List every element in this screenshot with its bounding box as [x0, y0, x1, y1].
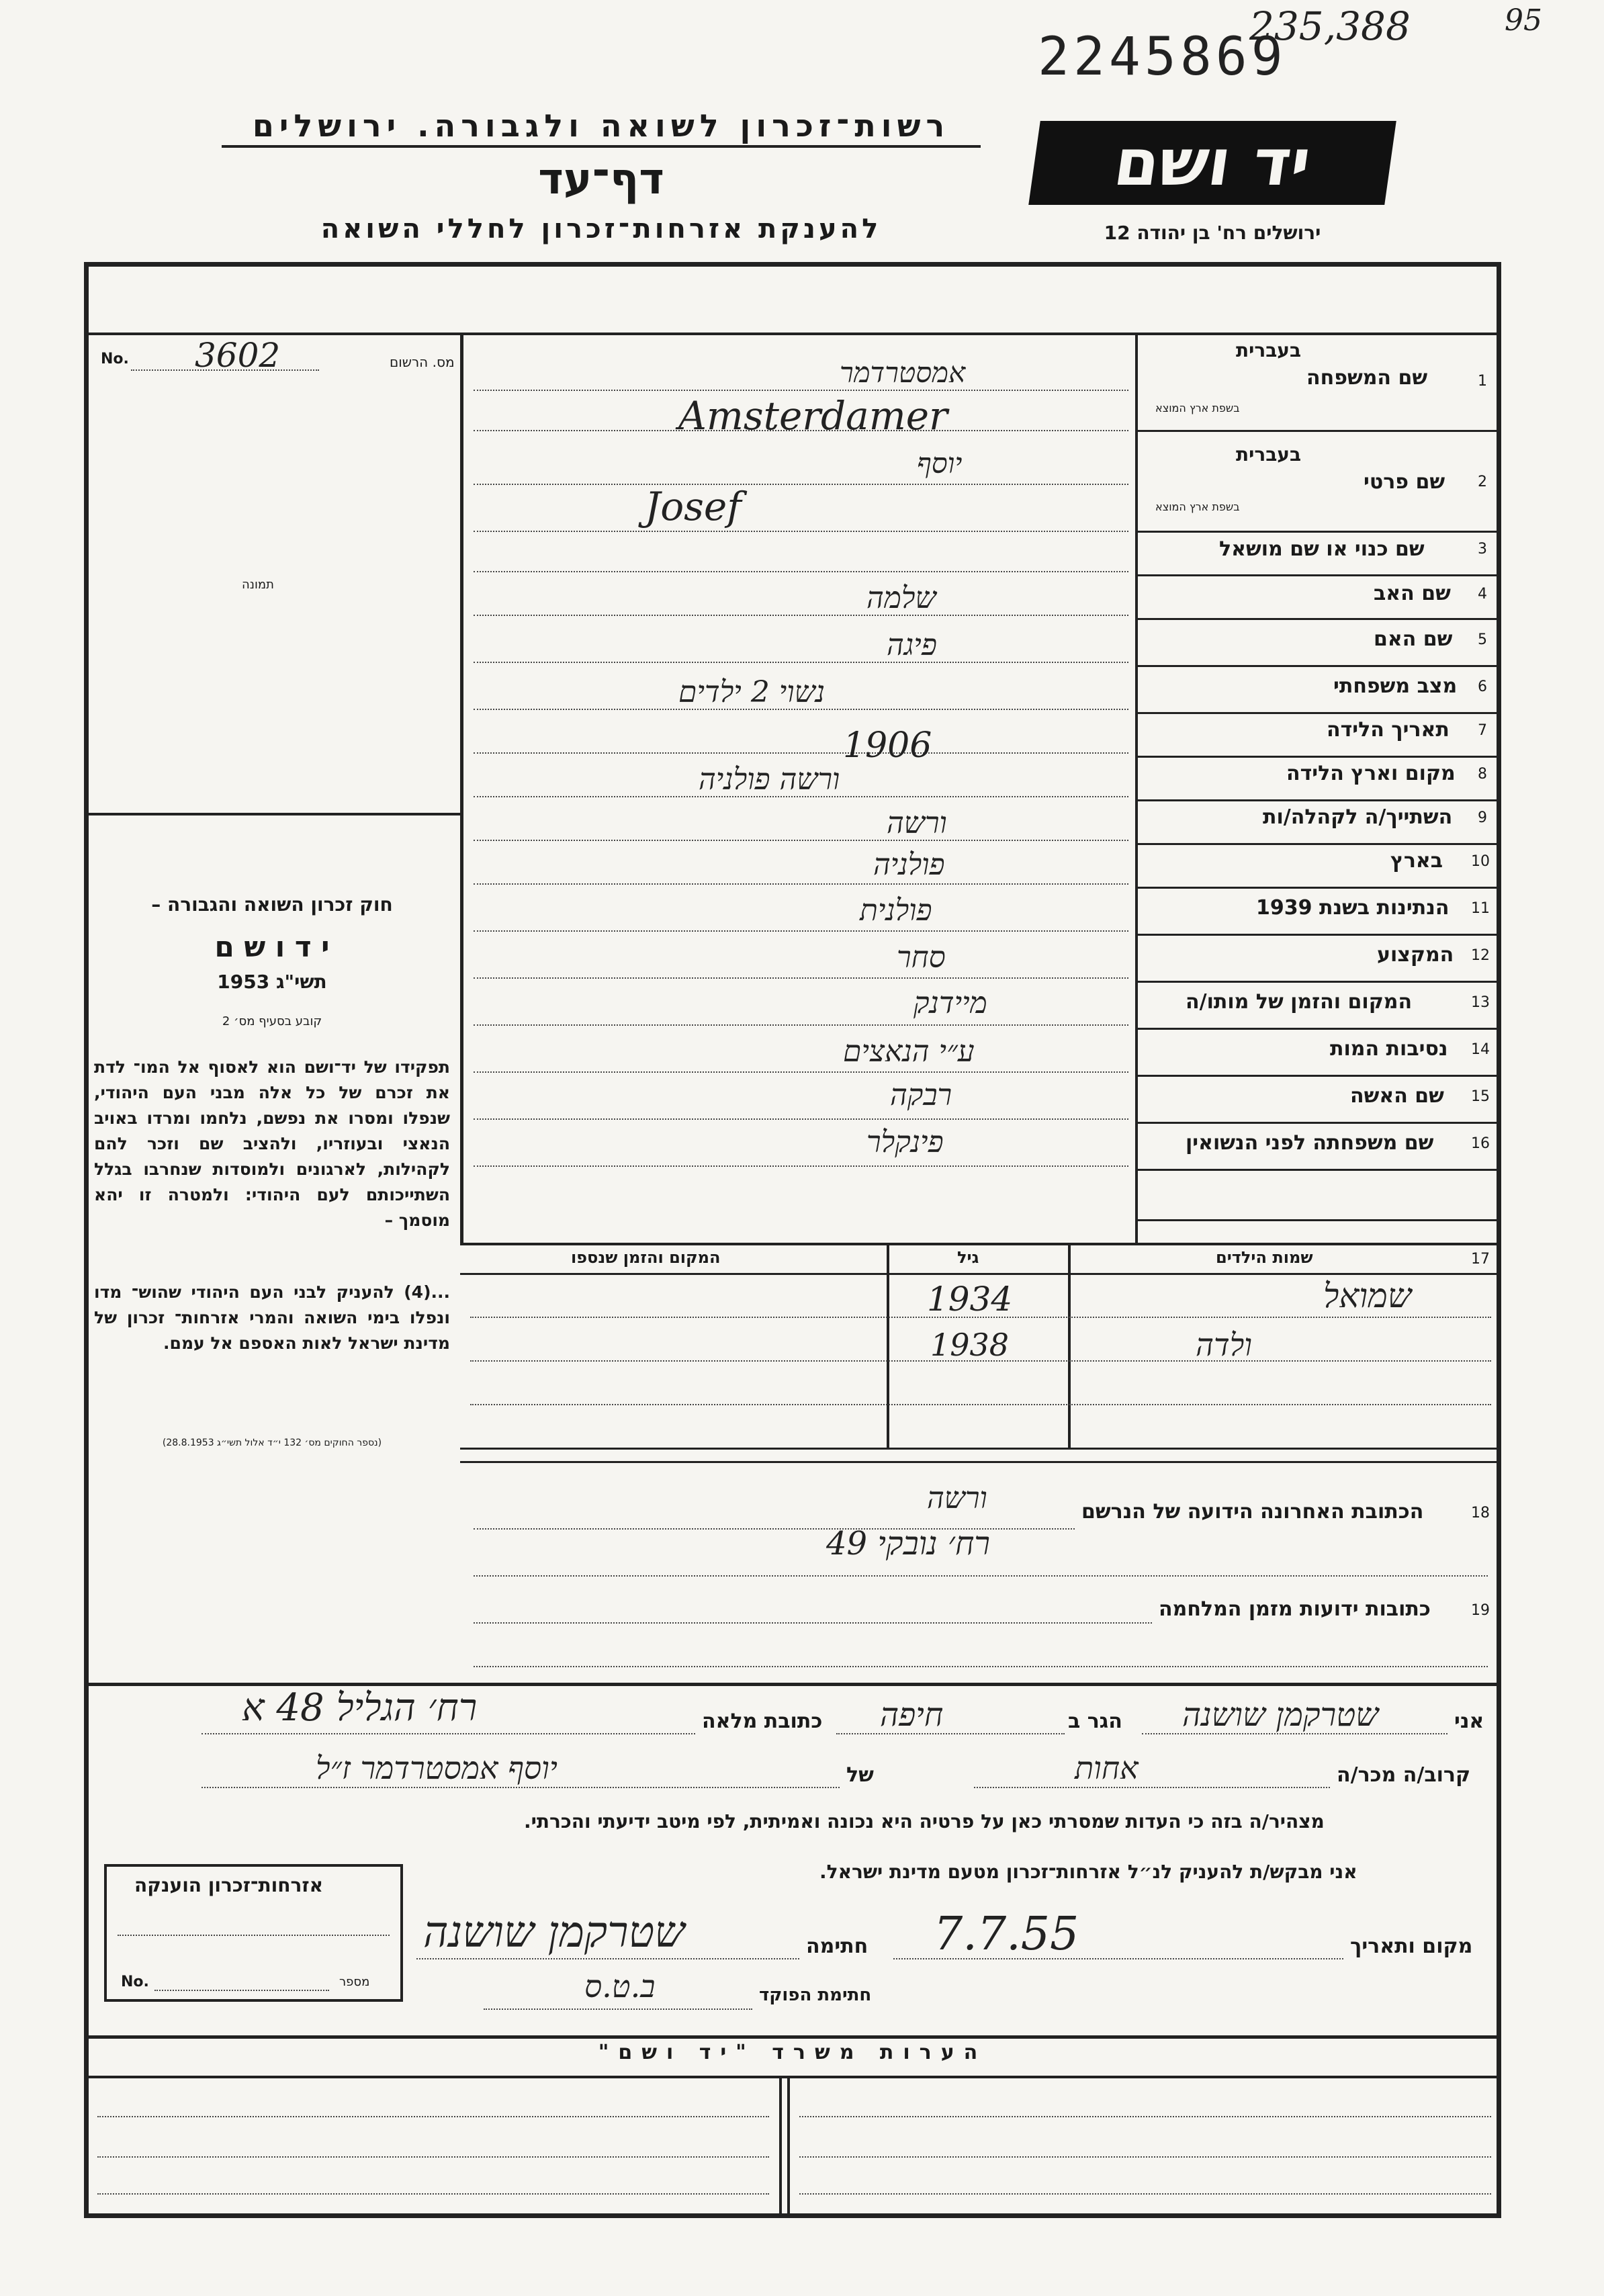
signature-value: שטרקמן שושנה [423, 1908, 685, 1957]
field-18-number: 18 [1471, 1505, 1490, 1521]
children-header-names: שמות הילדים [1216, 1248, 1313, 1267]
field-1-value: אמסטרדמר [840, 356, 966, 389]
authority-line: רשות־זכרון לשואה ולגבורה. ירושלים [222, 107, 981, 148]
field-2-sub-origin: בשפת ארץ המוצא [1155, 500, 1240, 513]
field-10-value: פולניה [873, 848, 945, 882]
declaration-statement-1: מצהיר/ה בזה כי העדות שמסרתי כאן על פרטיה היא נכונה ואמיתית, לפי מיטב ידיעתי והכרתי. [524, 1810, 1325, 1833]
child-1-age: 1934 [927, 1280, 1013, 1319]
registration-no-label: No. [101, 351, 129, 367]
field-3-label: שם כנוי או שם מושאל [1219, 537, 1425, 561]
relation-value: אחות [1075, 1750, 1139, 1786]
field-16-value: פינקלר [866, 1125, 944, 1159]
office-notes-title: הערות משרד "יד ושם" [598, 2041, 987, 2064]
form-title: דף־עד [538, 154, 664, 204]
place-date-value: 7.7.55 [934, 1908, 1079, 1961]
yad-vashem-logo: יד ושם [1028, 121, 1396, 205]
field-13-value: מיידנק [914, 986, 987, 1020]
field-4-value: שלמה [866, 581, 936, 615]
field-4-label: שם האב [1374, 582, 1451, 605]
field-16-number: 16 [1471, 1135, 1490, 1152]
field-13-number: 13 [1471, 994, 1490, 1011]
officer-signature-label: חתימת הפוקד [759, 1985, 872, 2005]
field-1-number: 1 [1478, 373, 1487, 390]
resides-city: חיפה [880, 1696, 944, 1734]
form-subtitle: להענקת אזרחות־זכרון לחללי השואה [320, 214, 882, 245]
handwritten-record-number: 235,388 [1249, 3, 1411, 49]
law-paragraph-1: תפקידו של יד־ושם הוא לאסוף אל המו־ לדת את זכרם של כל אלה מבני העם היהודי, שנפלו ומסרו את נפשם, נלחמו ומרדו באויב הנאצי ובעוזריו, ולהציב שם וזכר להם לקהילות, לארגונים ולמוסדות שנחרבו בגלל השתייכותם לעם היהודי: ולמטרה זו יהא מוסמך – [94, 1057, 450, 1230]
citizenship-box-number-label: מספר [339, 1975, 370, 1989]
field-10-number: 10 [1471, 853, 1490, 870]
field-14-label: נסיבות המות [1330, 1037, 1448, 1061]
field-3-number: 3 [1478, 541, 1487, 558]
field-1-label: שם המשפחה [1306, 366, 1428, 390]
field-9-value: ורשה [887, 806, 947, 840]
field-5-label: שם האם [1374, 627, 1453, 651]
field-10-label: בארץ [1390, 849, 1443, 873]
field-19-label: כתובות ידועות מזמן המלחמה [1159, 1597, 1431, 1621]
field-16-label: שם משפחתה לפני הנשואין [1186, 1131, 1434, 1155]
field-7-value: 1906 [843, 725, 932, 766]
child-1-name: שמואל [1323, 1276, 1412, 1315]
field-8-value: ורשה פולניה [699, 762, 840, 797]
field-7-label: תאריך הלידה [1327, 718, 1450, 742]
field-4-number: 4 [1478, 586, 1487, 603]
children-header-age: גיל [957, 1248, 979, 1267]
field-8-number: 8 [1478, 766, 1487, 783]
signature-label: חתימה [806, 1935, 868, 1958]
field-14-value: ע״י הנאצים [843, 1034, 975, 1069]
stamp-number: 2245869 [1038, 27, 1287, 87]
field-5-value: פיגה [887, 628, 937, 662]
law-paragraph-2: ...(4) להעניק לבני העם היהודי שהוש־ מדו ונפלו בימי השואה והמרי אזרחות־ זכרון של מדינת ישראל לאות האספם אל עמם. [94, 1282, 450, 1353]
field-15-label: שם האשה [1350, 1084, 1444, 1108]
field-15-value: רבקה [890, 1078, 952, 1112]
law-title: חוק זכרון השואה והגבורה – [151, 893, 393, 916]
law-year: תשי"ג 1953 [217, 971, 327, 993]
field-8-label: מקום וארץ הלידה [1286, 762, 1456, 785]
child-2-name: ולדה [1196, 1327, 1252, 1363]
field-5-number: 5 [1478, 631, 1487, 648]
of-value: יוסף אמסטרדמר ז״ל [316, 1750, 558, 1786]
field-9-number: 9 [1478, 809, 1487, 826]
law-footnote: (נספר החוקים מס׳ 132 י״ד אלול תשי״ג 28.8.1953) [162, 1438, 382, 1448]
corner-number: 95 [1505, 3, 1542, 38]
field-11-value: פולנית [860, 893, 932, 928]
field-6-number: 6 [1478, 678, 1487, 695]
declaration-ani: אני [1454, 1710, 1484, 1733]
law-name: י ד ו ש ם [214, 930, 330, 963]
field-13-label: המקום והזמן של מותו/ה [1186, 990, 1413, 1014]
address-full-value: רח׳ הגליל 48 א [242, 1686, 478, 1730]
registration-label: מס. הרשום [390, 354, 455, 370]
field-11-label: הנתינות בשנת 1939 [1256, 896, 1450, 920]
field-12-label: המקצוע [1377, 943, 1454, 967]
field-2-value: יוסף [917, 447, 963, 480]
field-18-value-city: ורשה [927, 1481, 987, 1515]
field-2-label: שם פרטי [1364, 470, 1445, 494]
field-14-number: 14 [1471, 1041, 1490, 1058]
field-18-value-street: רח׳ נובקי 49 [826, 1525, 990, 1562]
field-2-value-latin: Josef [645, 484, 742, 529]
logo-address: ירושלים רח' בן יהודה 12 [1104, 222, 1321, 244]
field-6-value: נשוי 2 ילדים [678, 675, 826, 709]
address-full-label: כתובת מלאה [702, 1710, 823, 1733]
children-header-place: המקום והזמן שנספו [571, 1248, 721, 1267]
child-2-age: 1938 [930, 1327, 1010, 1363]
field-12-value: סחר [897, 940, 946, 975]
of-label: של [846, 1763, 874, 1787]
field-1-sub-origin: בשפת ארץ המוצא [1155, 402, 1240, 414]
field-1-sub-hebrew: בעברית [1236, 339, 1302, 361]
citizenship-box-no-label: No. [121, 1974, 149, 1990]
field-17-number: 17 [1471, 1251, 1490, 1268]
citizenship-box-title: אזרחות־זכרון הוענקה [134, 1874, 323, 1896]
registration-number: 3602 [195, 336, 281, 375]
relation-label: קרוב/ה מכר/ה [1337, 1763, 1471, 1787]
declarant-name: שטרקמן שושנה [1182, 1696, 1379, 1734]
field-18-label: הכתובת האחרונה הידועה של הנרשם [1081, 1500, 1424, 1524]
field-2-number: 2 [1478, 474, 1487, 490]
declaration-statement-2: אני מבקש/ת להעניק לנ״ל אזרחות־זכרון מטעם מדינת ישראל. [819, 1861, 1357, 1883]
field-9-label: השתייך/ה לקהלה/ות [1263, 805, 1453, 829]
field-7-number: 7 [1478, 722, 1487, 739]
field-1-value-latin: Amsterdamer [678, 393, 948, 439]
field-6-label: מצב משפחתי [1333, 674, 1458, 698]
field-12-number: 12 [1471, 947, 1490, 964]
officer-signature-value: ב.ט.ס [584, 1968, 656, 2004]
law-clause: קובע בסעיף מס׳ 2 [222, 1014, 322, 1028]
field-15-number: 15 [1471, 1088, 1490, 1105]
photo-placeholder: תמונה [242, 578, 274, 592]
field-2-sub-hebrew: בעברית [1236, 443, 1302, 466]
field-11-number: 11 [1471, 900, 1490, 917]
resides-label: הגר ב [1068, 1710, 1122, 1733]
field-19-number: 19 [1471, 1602, 1490, 1619]
place-date-label: מקום ותאריך [1350, 1935, 1473, 1958]
